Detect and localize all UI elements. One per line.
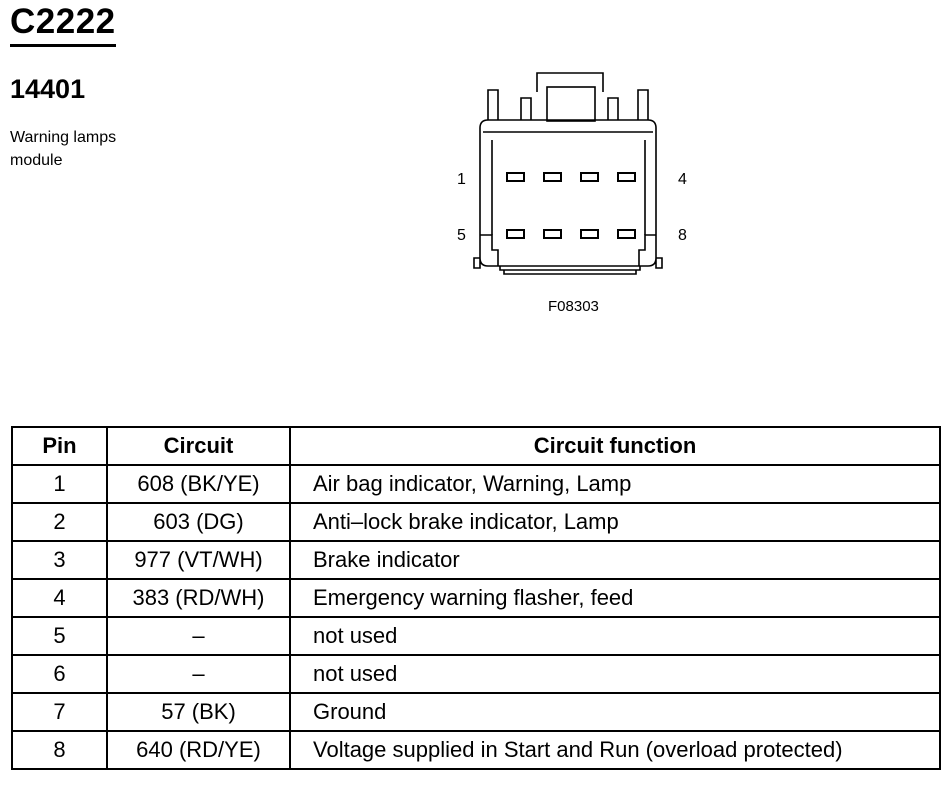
part-description xyxy=(10,126,170,172)
table-row xyxy=(12,693,940,731)
description-line-1: Warning lamps xyxy=(10,129,117,146)
pin-cavity-8 xyxy=(618,230,635,238)
pin-cell: 6 xyxy=(12,655,107,693)
table-row xyxy=(12,617,940,655)
pin-label-8: 8 xyxy=(678,227,687,244)
circuit-cell: – xyxy=(107,655,290,693)
table-row xyxy=(12,731,940,769)
title-underline xyxy=(10,44,116,47)
top-rib-left-inner xyxy=(521,98,531,120)
left-latch xyxy=(480,235,498,266)
function-cell: not used xyxy=(290,655,940,693)
figure-code: F08303 xyxy=(548,298,599,315)
table-row xyxy=(12,465,940,503)
pin-cell: 2 xyxy=(12,503,107,541)
pin-cavity-3 xyxy=(581,173,598,181)
circuit-cell: 608 (BK/YE) xyxy=(107,465,290,503)
pin-cavity-7 xyxy=(581,230,598,238)
header-pin: Pin xyxy=(12,427,107,465)
header-circuit-function: Circuit function xyxy=(290,427,940,465)
circuit-cell: 383 (RD/WH) xyxy=(107,579,290,617)
pin-cavity-6 xyxy=(544,230,561,238)
pin-cavity-1 xyxy=(507,173,524,181)
connector-id: C2222 xyxy=(10,2,116,41)
pin-label-4: 4 xyxy=(678,171,687,188)
table-row xyxy=(12,541,940,579)
circuit-cell: 977 (VT/WH) xyxy=(107,541,290,579)
pin-cell: 1 xyxy=(12,465,107,503)
locking-tab-inner xyxy=(547,87,595,121)
table-header-row xyxy=(12,427,940,465)
bottom-skirt xyxy=(500,266,640,274)
pin-cell: 7 xyxy=(12,693,107,731)
function-cell: Air bag indicator, Warning, Lamp xyxy=(290,465,940,503)
pin-cavity-2 xyxy=(544,173,561,181)
connector-housing xyxy=(474,120,662,268)
circuit-cell: 640 (RD/YE) xyxy=(107,731,290,769)
function-cell: Emergency warning flasher, feed xyxy=(290,579,940,617)
circuit-cell: – xyxy=(107,617,290,655)
table-row xyxy=(12,579,940,617)
circuit-cell: 57 (BK) xyxy=(107,693,290,731)
circuit-cell: 603 (DG) xyxy=(107,503,290,541)
pinout-table xyxy=(11,426,941,770)
pin-cell: 8 xyxy=(12,731,107,769)
function-cell: Brake indicator xyxy=(290,541,940,579)
pin-cavity-5 xyxy=(507,230,524,238)
pin-label-1: 1 xyxy=(457,171,466,188)
top-rib-left xyxy=(488,90,498,120)
connector-diagram xyxy=(440,60,710,330)
function-cell: not used xyxy=(290,617,940,655)
pin-cell: 5 xyxy=(12,617,107,655)
function-cell: Anti–lock brake indicator, Lamp xyxy=(290,503,940,541)
connector-face-drawing xyxy=(440,60,710,330)
pin-label-5: 5 xyxy=(457,227,466,244)
pin-cell: 4 xyxy=(12,579,107,617)
part-number: 14401 xyxy=(10,74,86,104)
table-row xyxy=(12,655,940,693)
top-rib-right-inner xyxy=(608,98,618,120)
description-line-2: module xyxy=(10,152,63,169)
table-row xyxy=(12,503,940,541)
pin-cell: 3 xyxy=(12,541,107,579)
function-cell: Ground xyxy=(290,693,940,731)
header-circuit: Circuit xyxy=(107,427,290,465)
top-rib-right xyxy=(638,90,648,120)
pin-cavity-4 xyxy=(618,173,635,181)
right-latch xyxy=(639,235,656,266)
function-cell: Voltage supplied in Start and Run (overload protected) xyxy=(290,731,940,769)
